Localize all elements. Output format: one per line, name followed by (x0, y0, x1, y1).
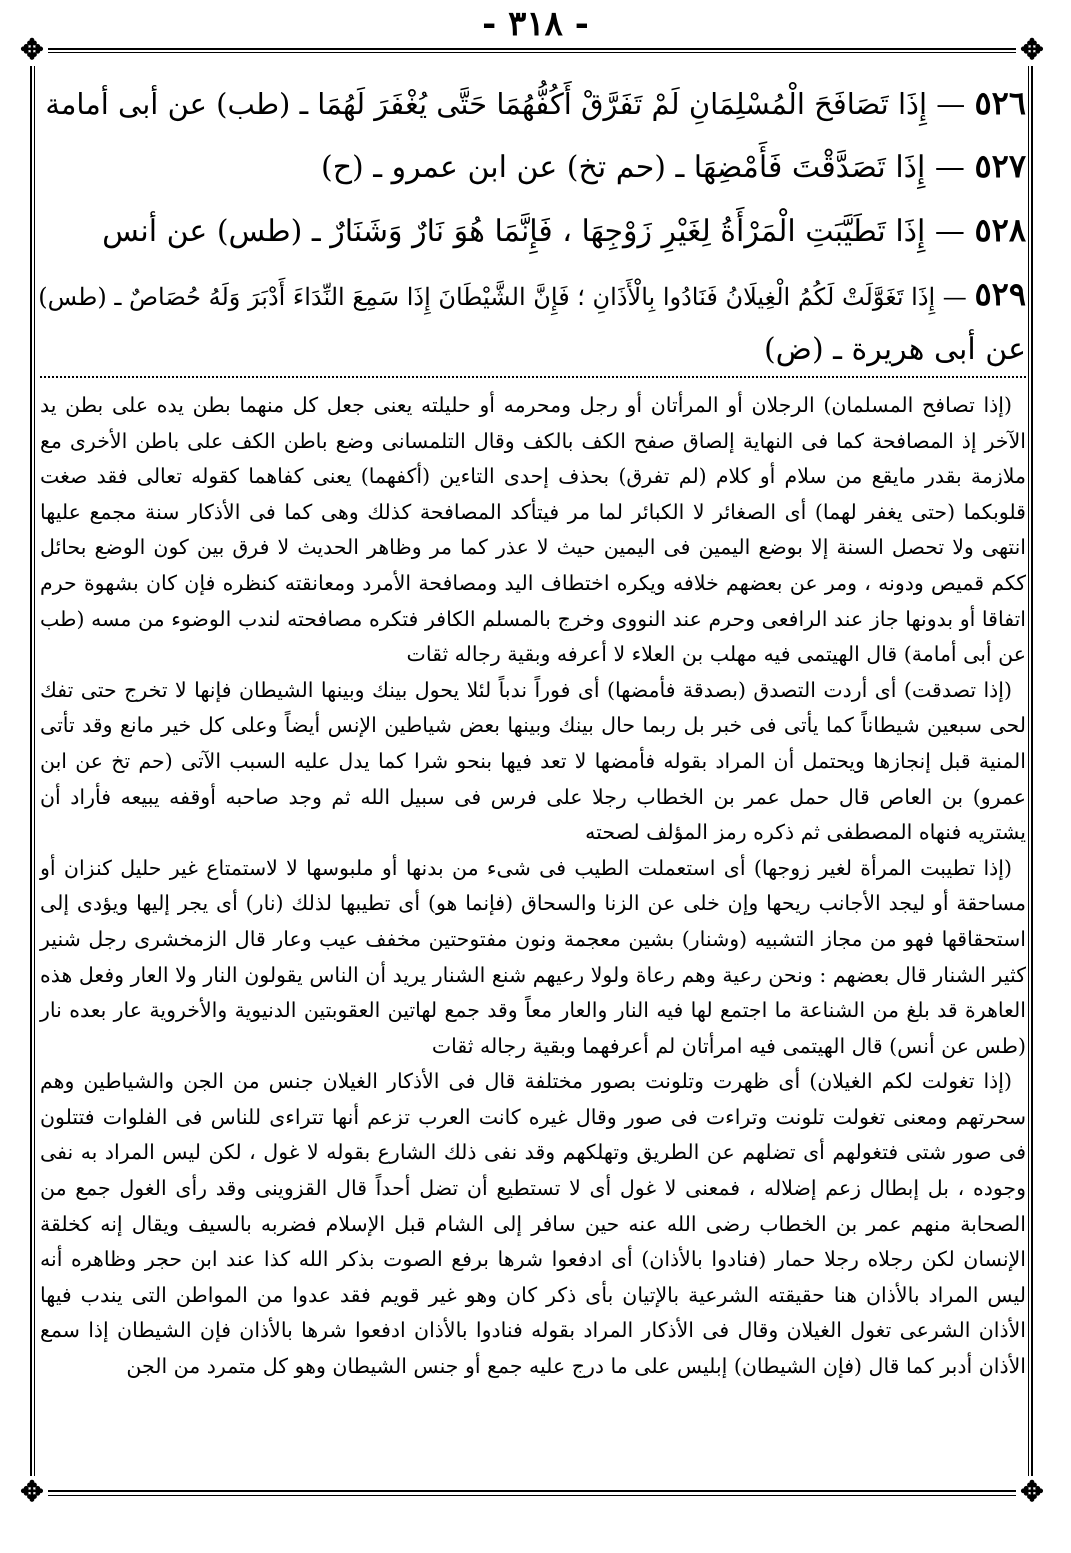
hadith-item (36, 263, 1026, 328)
ornament-corner-icon: ✥ (1016, 1476, 1048, 1508)
frame-bottom-line-inner (30, 1495, 1035, 1496)
commentary-paragraph: (إذا تصافح المسلمان) الرجلان أو المرأتان أو رجل ومحرمه أو حليلته يعنى جعل كل منهما بطن يده على بطن يد الآخر إذ المصافحة كما فى النهاية إلصاق صفح الكف بالكف وقال التلمسانى وضع باطن الكف على باطن الأخرى مع ملازمة بقدر مايقع من سلام أو كلام (لم تفرق) بحذف إحدى التاءين (أكفهما) يعنى كفاهما كقوله تعالى فقد صغت قلوبكما (حتى يغفر لهما) أى الصغائر لا الكبائر لما مر فيتأكد المصافحة كذلك وهى كما فى الأذكار سنة مجمع عليها انتهى ولا تحصل السنة إلا بوضع اليمين فى اليمين حيث لا عذر كما مر وظاهر الحديث لا فرق بين كون الوضع بحائل ككم قميص ودونه ، ومر عن بعضهم خلافه ويكره اختطاف اليد ومصافحة الأمرد ومعانقته كنظره فإن كان بشهوة حرم اتفاقا أو بدونها جاز عند الرافعى وحرم عند النووى وخرج بالمسلم الكافر فتكره مصافحته لندب الوضوء من مسه (طب عن أبى أمامة) قال الهيتمى فيه مهلب بن العلاء لا أعرفه وبقية رجاله ثقات (40, 393, 1026, 667)
hadith-list (36, 72, 1026, 372)
ornament-corner-icon: ✥ (16, 34, 48, 66)
hadith-number: ٥٢٧ (974, 147, 1026, 185)
frame-left-line-inner (34, 48, 35, 1495)
commentary-paragraph: (إذا تغولت لكم الغيلان) أى ظهرت وتلونت بصور مختلفة قال فى الأذكار الغيلان جنس من الجن والشياطين وهم سحرتهم ومعنى تغولت تلونت وتراءت فى صور وقال غيره كانت العرب تزعم أنها تتراءى للناس فى الفلوات فتتلون فى صور شتى فتغولهم أى تضلهم عن الطريق وتهلكهم وقد نفى ذلك الشارع بقوله لا غول ، لكن ليس المراد به نفى وجوده ، بل إبطال زعم إضلاله ، فمعنى لا غول أى لا تستطيع أن تضل أحداً قال القزوينى وقد رأى الغول جمع من الصحابة منهم عمر بن الخطاب رضى الله عنه حين سافر إلى الشام قبل الإسلام فضربه بالسيف ويقال إنه كخلقة الإنسان لكن رجلاه رجلا حمار (فنادوا بالأذان) أى ادفعوا شرها برفع الصوت بذكر الله كذا عند ابن حجر وظاهره أنه ليس المراد بالأذان هنا حقيقته الشرعية بالإتيان بأى ذكر كان وهو غير قويم فقد عدوا من المواطن التى يندب فيها الأذان الشرعى تغول الغيلان وقال فى الأذكار المراد بقوله فنادوا بالأذان ادفعوا شرها بالأذان فإن الشيطان إذا سمع الأذان أدبر كما قال (فإن الشيطان) إبليس على ما درج عليه جمع أو جنس الشيطان وهو كل متمرد من الجن (40, 1069, 1026, 1379)
hadith-number: ٥٢٩ (974, 275, 1026, 313)
hadith-text: — إِذَا تَطَيَّبَتِ الْمَرْأَةُ لِغَيْرِ زَوْجِهَا ، فَإِنَّمَا هُوَ نَارٌ وَشَنَارٌ ـ (طس) عن أنس (102, 214, 965, 249)
hadith-text: — إِذَا تَصَافَحَ الْمُسْلِمَانِ لَمْ تَفَرَّقْ أَكُفُّهُمَا حَتَّى يُغْفَرَ لَهُمَا ـ (طب) عن أبى أمامة (45, 87, 966, 121)
hadith-continuation: عن أبى هريرة ـ (ض) (763, 332, 1026, 367)
hadith-item (36, 199, 1026, 263)
frame-left-line (30, 48, 32, 1495)
section-divider (40, 376, 1026, 378)
hadith-number: ٥٢٨ (974, 211, 1026, 249)
frame-right-line (1031, 48, 1033, 1495)
frame-top-line (30, 48, 1035, 50)
ornament-corner-icon: ✥ (1016, 34, 1048, 66)
frame-right-line-inner (1028, 48, 1029, 1495)
hadith-text: — إِذَا تَصَدَّقْتَ فَأَمْضِهَا ـ (حم تخ) عن ابن عمرو ـ (ح) (320, 150, 965, 185)
commentary-paragraph: (إذا تطيبت المرأة لغير زوجها) أى استعملت الطيب فى شىء من بدنها أو ملبوسها لا لاستمتاع غير حليل كنزان أو مساحقة أو ليجد الأجانب ريحها وإن خلى عن الزنا والسحاق (فإنما هو) أى تطيبها لذلك (نار) أى يجر إليها ويؤدى إلى استحقاقها فهو من مجاز التشبيه (وشنار) بشين معجمة ونون مفتوحتين مخفف عيب وعار قال الزمخشرى رجل شنير كثير الشنار قال بعضهم : ونحن رعية وهم رعاة ولولا رعيهم شنع الشنار يريد أن الناس يقولون النار ولا العار وفعل هذه العاهرة قد بلغ من الشناعة ما اجتمع لها فيه النار والعار معاً وقد جمع لهاتين العقوبتين الدنيوية والأخروية عار بعده نار (طس عن أنس) قال الهيتمى فيه امرأتان لم أعرفهما وبقية رجاله ثقات (40, 855, 1026, 1058)
ornament-corner-icon: ✥ (16, 1476, 48, 1508)
commentary (40, 388, 1026, 1385)
commentary-paragraph: (إذا تصدقت) أى أردت التصدق (بصدقة فأمضها) أى فوراً ندباً لئلا يحول بينك وبينها الشيطان فإنها لا تخرج حتى تفك لحى سبعين شيطاناً كما يأتى فى خبر بل ربما حال بينك وبينها بعض شياطين الإنس أيضاً وعلى كل خير مانع وقد تأتى المنية قبل إنجازها ويحتمل أن المراد بقوله فأمضها لا تعد فيها بنحو شرا كما يدل عليه السبب الآتى (حم تخ عن ابن عمرو) بن العاص قال حمل عمر بن الخطاب رجلا على فرس فى سبيل الله ثم وجد صاحبه أوقفه يبيعه فأراد أن يشتريه فنهاه المصطفى ثم ذكره رمز المؤلف لصحته (40, 677, 1026, 845)
hadith-item (36, 135, 1026, 199)
hadith-text: — إِذَا تَغَوَّلَتْ لَكُمُ الْغِيلَانُ فَنَادُوا بِالْأَذَانِ ؛ فَإِنَّ الشَّيْطَانَ إِذَا سَمِعَ النِّدَاءَ أَدْبَرَ وَلَهُ حُصَاصٌ ـ (طس) (38, 283, 967, 311)
hadith-item (36, 72, 1026, 135)
page-number: - ٣١٨ - (482, 4, 589, 44)
frame-bottom-line (30, 1490, 1035, 1492)
frame-top-line-inner (30, 52, 1035, 53)
hadith-number: ٥٢٦ (974, 84, 1026, 122)
